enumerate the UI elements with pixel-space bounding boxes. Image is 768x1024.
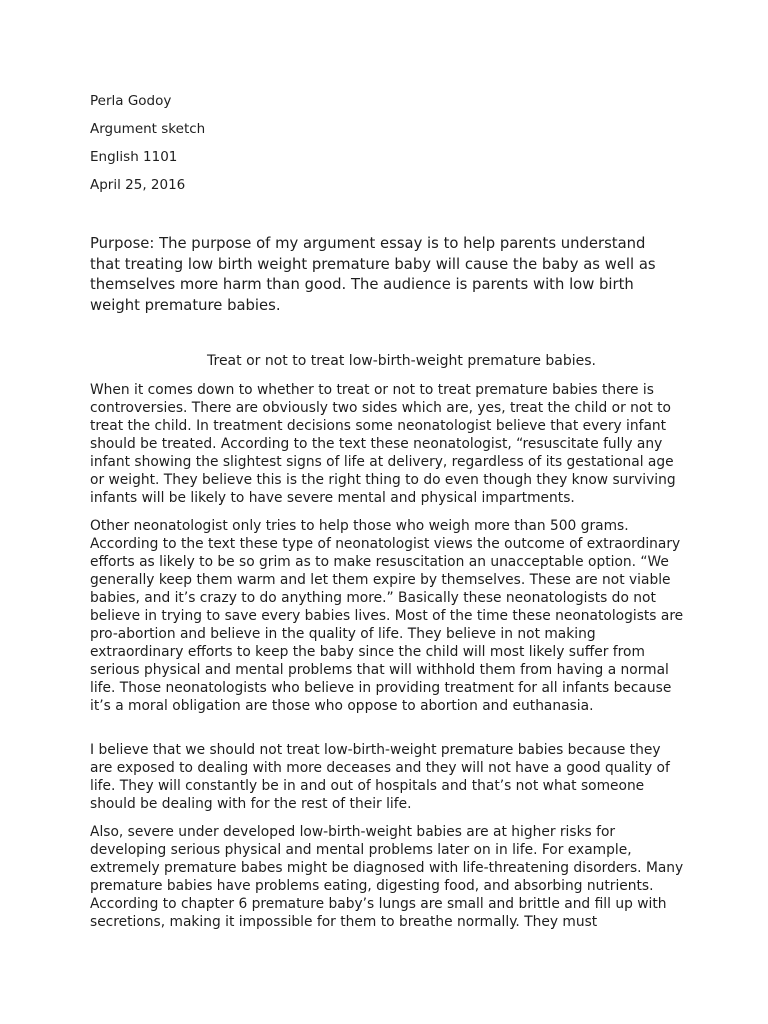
document-date: April 25, 2016 <box>90 177 186 193</box>
essay-title: Treat or not to treat low-birth-weight premature babies. <box>207 353 596 369</box>
body-paragraph-1: When it comes down to whether to treat or not to treat premature babies there is controversies. There are obviously two sides which are, yes, treat the child or not to treat the child. In treatment decisions some neonatologist believe that every infant should be treated. According to the text these neonatologist, “resuscitate fully any infant showing the slightest signs of life at delivery, regardless of its gestational age or weight. They believe this is the right thing to do even though they know surviving infants will be likely to have severe mental and physical impartments. <box>90 382 676 506</box>
document-type: Argument sketch <box>90 121 206 137</box>
body-paragraph-2: Other neonatologist only tries to help those who weigh more than 500 grams. According to the text these type of neonatologist views the outcome of extraordinary efforts as likely to be so grim as to make resuscitation an unacceptable option. “We generally keep them warm and let them expire by themselves. These are not viable babies, and it’s crazy to do anything more.” Basically these neonatologists do not believe in trying to save every babies lives. Most of the time these neonatologists are pro-abortion and believe in the quality of life. They believe in not making extraordinary efforts to keep the baby since the child will most likely suffer from serious physical and mental problems that will withhold them from having a normal life. Those neonatologists who believe in providing treatment for all infants because it’s a moral obligation are those who oppose to abortion and euthanasia. <box>90 518 684 714</box>
course-name: English 1101 <box>90 149 178 165</box>
purpose-paragraph: Purpose: The purpose of my argument essay is to help parents understand that treating low birth weight premature baby will cause the baby as well as themselves more harm than good. The audience is parents with low birth weight premature babies. <box>90 235 656 314</box>
body-paragraph-3: I believe that we should not treat low-birth-weight premature babies because they are exposed to dealing with more deceases and they will not have a good quality of life. They will constantly be in and out of hospitals and that’s not what someone should be dealing with for the rest of their life. <box>90 742 670 812</box>
body-paragraph-4: Also, severe under developed low-birth-weight babies are at higher risks for developing serious physical and mental problems later on in life. For example, extremely premature babes might be diagnosed with life-threatening disorders. Many premature babies have problems eating, digesting food, and absorbing nutrients. According to chapter 6 premature baby’s lungs are small and brittle and fill up with secretions, making it impossible for them to breathe normally. They must <box>90 824 684 930</box>
author-name: Perla Godoy <box>90 93 172 109</box>
